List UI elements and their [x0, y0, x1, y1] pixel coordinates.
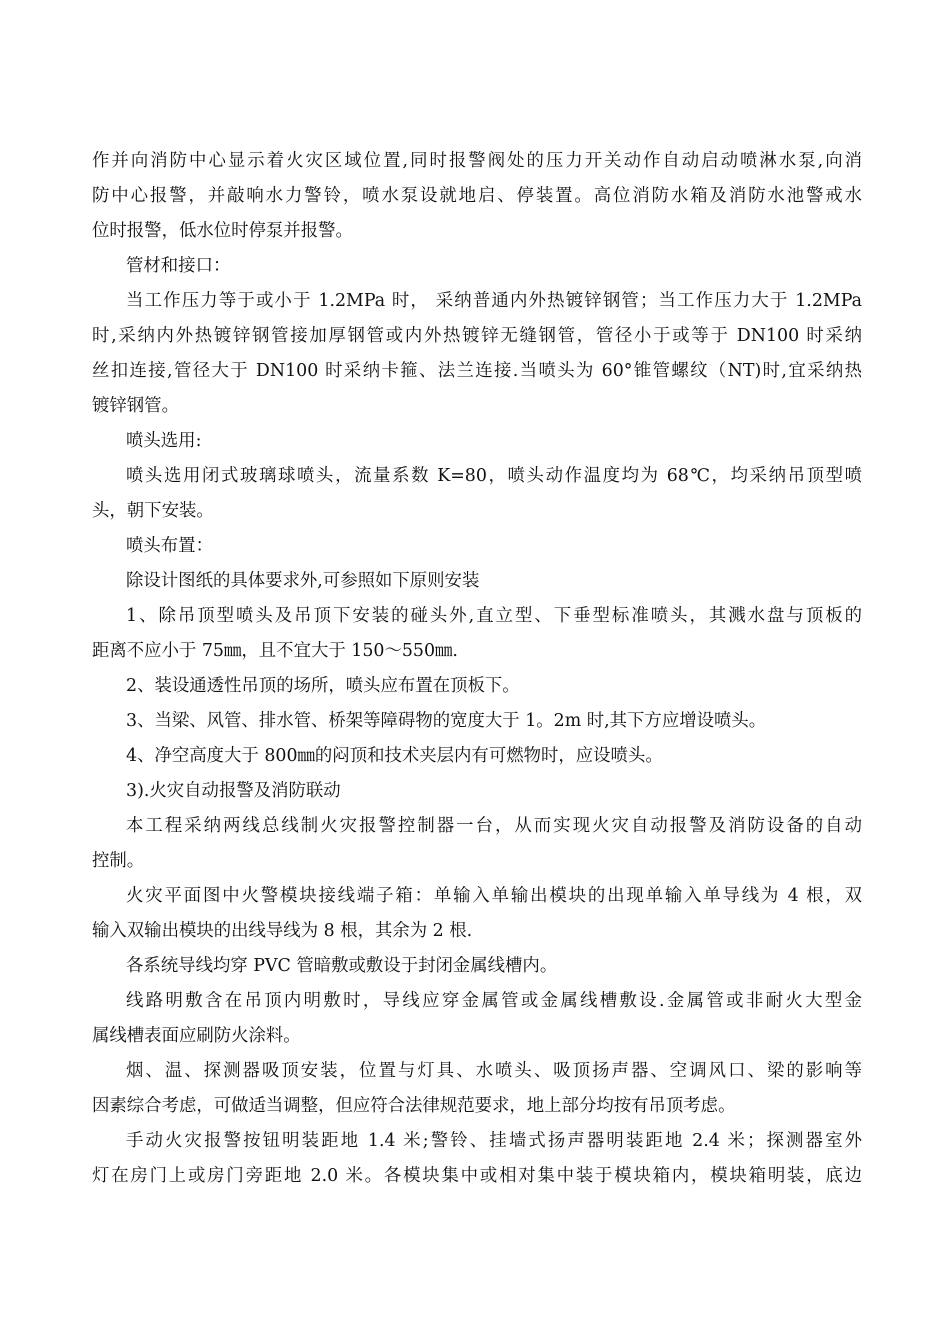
text-line: 3).火灾自动报警及消防联动 [126, 781, 341, 801]
document-body [92, 144, 862, 1194]
text-line: 丝扣连接,管径大于 DN100 时采纳卡箍、法兰连接.当喷头为 60°锥管螺纹（NT)时,宜采纳热 [92, 361, 862, 381]
text-line: 4、净空高度大于 800㎜的闷顶和技术夹层内有可燃物时，应设喷头。 [126, 746, 663, 766]
text-line: 头，朝下安装。 [92, 501, 214, 521]
text-line: 手动火灾报警按钮明装距地 1.4 米;警铃、挂墙式扬声器明装距地 2.4 米；探测器室外 [126, 1131, 862, 1151]
text-line: 3、当梁、风管、排水管、桥架等障碍物的宽度大于 1。2m 时,其下方应增设喷头。 [126, 711, 767, 731]
text-line: 管材和接口： [126, 256, 231, 276]
text-line: 灯在房门上或房门旁距地 2.0 米。各模块集中或相对集中装于模块箱内，模块箱明装，底边 [92, 1166, 862, 1186]
text-line: 除设计图纸的具体要求外,可参照如下原则安装 [126, 571, 480, 591]
text-line: 各系统导线均穿 PVC 管暗敷或敷设于封闭金属线槽内。 [126, 956, 558, 976]
text-line: 属线槽表面应刷防火涂料。 [92, 1026, 301, 1046]
text-line: 位时报警，低水位时停泵并报警。 [92, 221, 353, 241]
text-line: 防中心报警，并敲响水力警铃，喷水泵设就地启、停装置。高位消防水箱及消防水池警戒水 [92, 186, 862, 206]
text-line: 喷头选用: [126, 431, 202, 451]
text-line: 烟、温、探测器吸顶安装，位置与灯具、水喷头、吸顶扬声器、空调风口、梁的影响等 [126, 1061, 862, 1081]
text-line: 因素综合考虑，可做适当调整，但应符合法律规范要求，地上部分均按有吊顶考虑。 [92, 1096, 736, 1116]
text-line: 镀锌钢管。 [92, 396, 179, 416]
text-line: 当工作压力等于或小于 1.2MPa 时， 采纳普通内外热镀锌钢管；当工作压力大于 1.2MPa [126, 291, 862, 311]
text-line: 本工程采纳两线总线制火灾报警控制器一台，从而实现火灾自动报警及消防设备的自动 [126, 816, 862, 836]
text-line: 喷头布置： [126, 536, 213, 556]
text-line: 距离不应小于 75㎜，且不宜大于 150～550㎜. [92, 641, 458, 661]
text-line: 喷头选用闭式玻璃球喷头，流量系数 K=80，喷头动作温度均为 68℃，均采纳吊顶型喷 [126, 466, 862, 486]
text-line: 控制。 [92, 851, 145, 871]
text-line: 2、装设通透性吊顶的场所，喷头应布置在顶板下。 [126, 676, 520, 696]
text-line: 作并向消防中心显示着火灾区域位置,同时报警阀处的压力开关动作自动启动喷淋水泵,向消 [92, 151, 862, 171]
text-line: 1、除吊顶型喷头及吊顶下安装的碰头外,直立型、下垂型标准喷头，其溅水盘与顶板的 [126, 606, 862, 626]
text-line: 火灾平面图中火警模块接线端子箱：单输入单输出模块的出现单输入单导线为 4 根，双 [126, 886, 862, 906]
text-line: 输入双输出模块的出线导线为 8 根，其余为 2 根. [92, 921, 473, 941]
text-line: 线路明敷含在吊顶内明敷时，导线应穿金属管或金属线槽敷设.金属管或非耐火大型金 [126, 991, 862, 1011]
text-line: 时,采纳内外热镀锌钢管接加厚钢管或内外热镀锌无缝钢管，管径小于或等于 DN100 时采纳 [92, 326, 862, 346]
